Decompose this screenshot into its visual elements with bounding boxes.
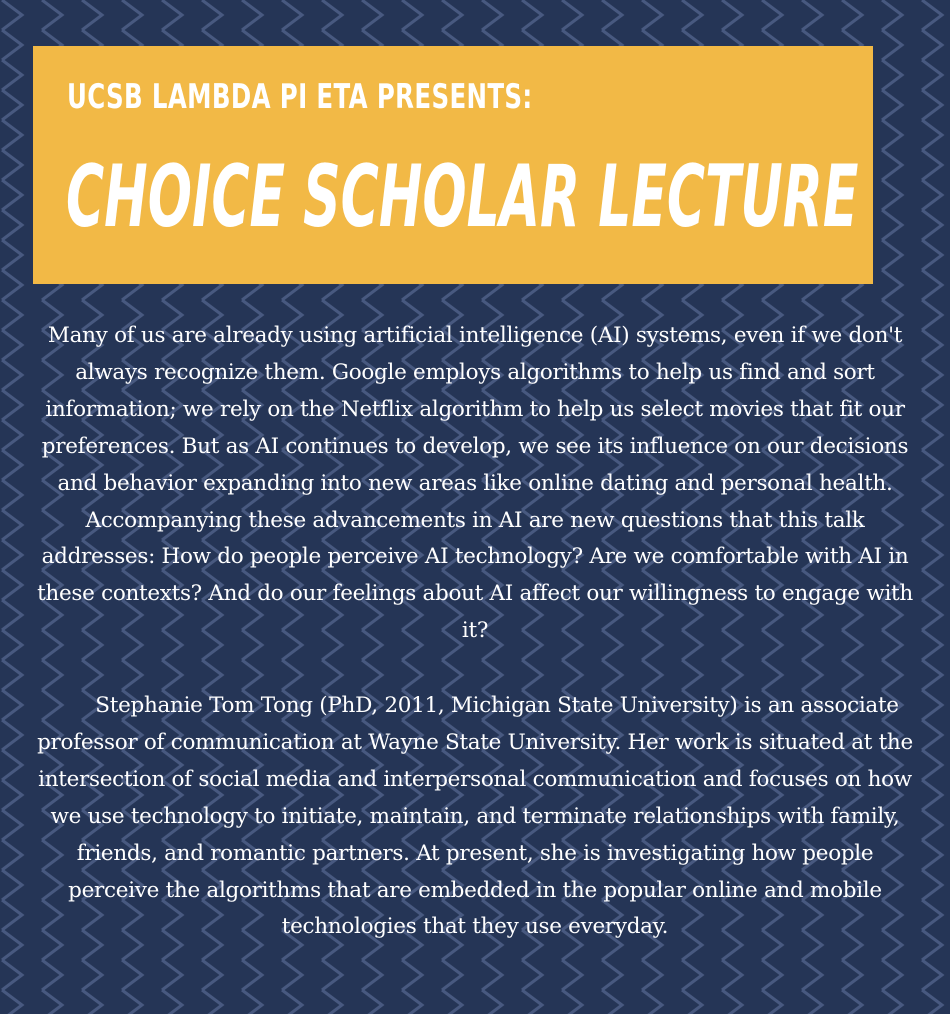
speaker-bio (34, 688, 916, 946)
speaker-bio-text: Stephanie Tom Tong (PhD, 2011, Michigan State University) is an associate professor of communication at Wayne State University. Her work is situated at the intersection of social media and interpersonal communication and focuses on how we use technology to initiate, maintain, and terminate relationships with family, friends, and romantic partners. At present, she is investigating how people perceive the algorithms that are embedded in the popular online and mobile technologies that they use everyday. (37, 693, 913, 940)
event-title: CHOICE SCHOLAR LECTURE (66, 147, 859, 247)
header-banner (33, 46, 873, 284)
lecture-description: Many of us are already using artificial intelligence (AI) systems, even if we don't always recognize them. Google employs algorithms to help us find and sort information; we rely on the Netflix algorithm to help us select movies that fit our preferences. But as AI continues to develop, we see its influence on our decisions and behavior expanding into new areas like online dating and personal health. Accompanying these advancements in AI are new questions that this talk addresses: How do people perceive AI technology? Are we comfortable with AI in these contexts? And do our feelings about AI affect our willingness to engage with it? (37, 323, 913, 644)
event-presenter-label: UCSB LAMBDA PI ETA PRESENTS: (67, 77, 533, 117)
